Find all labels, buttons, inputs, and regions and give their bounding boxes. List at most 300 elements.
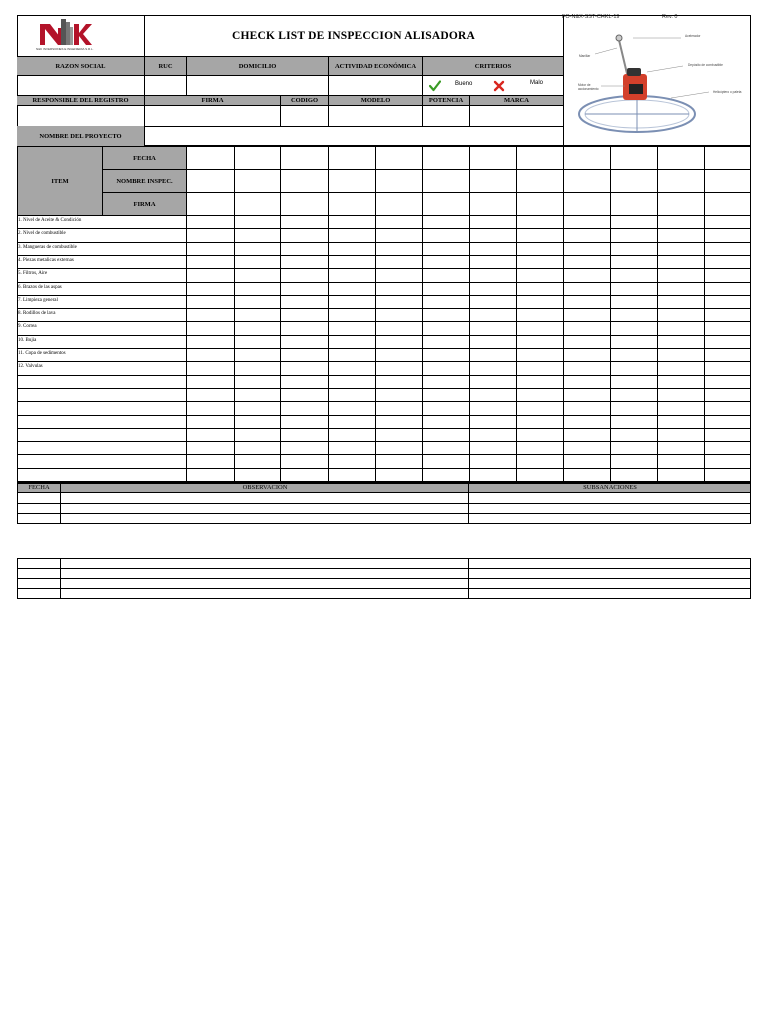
inspection-cell[interactable]	[376, 256, 422, 268]
inspection-cell[interactable]	[517, 442, 563, 454]
inspection-cell[interactable]	[235, 336, 280, 348]
logo	[30, 17, 100, 55]
divider	[17, 578, 751, 579]
ruc-field[interactable]	[144, 76, 186, 95]
inspection-cell[interactable]	[564, 229, 610, 242]
inspection-cell[interactable]	[187, 243, 234, 255]
inspection-cell[interactable]	[658, 269, 704, 282]
inspection-cell[interactable]	[705, 309, 751, 321]
inspection-cell[interactable]	[705, 376, 751, 388]
inspection-cell[interactable]	[376, 469, 422, 481]
inspection-cell[interactable]	[470, 402, 516, 415]
firma-inspec-header: FIRMA	[103, 193, 186, 215]
inspection-cell[interactable]	[376, 309, 422, 321]
inspection-cell[interactable]	[517, 269, 563, 282]
inspection-cell[interactable]	[517, 283, 563, 295]
page-title: CHECK LIST DE INSPECCION ALISADORA	[231, 29, 476, 42]
item-header: ITEM	[18, 147, 102, 215]
inspection-cell[interactable]	[187, 455, 234, 468]
inspection-cell[interactable]	[187, 416, 234, 428]
inspection-cell[interactable]	[564, 296, 610, 308]
inspection-cell[interactable]	[187, 389, 234, 401]
inspection-cell[interactable]	[281, 362, 328, 375]
inspection-cell[interactable]	[235, 309, 280, 321]
inspection-cell[interactable]	[329, 402, 375, 415]
observations-header-row	[17, 483, 751, 493]
inspection-cell[interactable]	[658, 469, 704, 481]
inspection-cell[interactable]	[658, 256, 704, 268]
inspection-cell[interactable]	[187, 283, 234, 295]
inspection-cell[interactable]	[187, 402, 234, 415]
inspection-cell[interactable]	[611, 269, 657, 282]
inspection-cell[interactable]	[187, 469, 234, 481]
obs-subsanaciones-header: SUBSANACIONES	[583, 484, 637, 491]
inspection-cell[interactable]	[329, 376, 375, 388]
inspection-cell[interactable]	[281, 402, 328, 415]
check-icon	[429, 80, 441, 92]
inspection-cell[interactable]	[564, 336, 610, 348]
photo-label-motor: Motor de accionamiento	[578, 83, 599, 91]
inspection-cell[interactable]	[564, 283, 610, 295]
domicilio-field[interactable]	[186, 76, 328, 95]
observations-body[interactable]	[17, 493, 751, 524]
inspection-cell[interactable]	[517, 376, 563, 388]
inspection-cell[interactable]	[329, 469, 375, 481]
inspection-cell[interactable]	[611, 256, 657, 268]
inspection-cell[interactable]	[564, 389, 610, 401]
inspection-cell[interactable]	[611, 442, 657, 454]
inspection-cell[interactable]	[423, 296, 469, 308]
inspection-cell[interactable]	[187, 216, 234, 228]
inspection-cell[interactable]	[423, 322, 469, 335]
divider	[468, 483, 469, 524]
obs-fecha-header: FECHA	[28, 484, 50, 491]
inspection-cell[interactable]	[611, 362, 657, 375]
firma-field[interactable]	[144, 106, 280, 126]
inspection-cell[interactable]	[329, 389, 375, 401]
inspection-cell[interactable]	[658, 216, 704, 228]
divider	[468, 558, 469, 599]
inspection-cell[interactable]	[564, 362, 610, 375]
inspection-cell[interactable]	[705, 216, 751, 228]
inspection-cell[interactable]	[376, 336, 422, 348]
item-label: 1. Nivel de Aceite & Condición	[18, 218, 82, 223]
inspection-cell[interactable]	[329, 296, 375, 308]
inspection-cell[interactable]	[517, 256, 563, 268]
inspection-cell[interactable]	[517, 296, 563, 308]
inspection-cell[interactable]	[470, 362, 516, 375]
inspection-cell[interactable]	[235, 216, 280, 228]
inspection-cell[interactable]	[423, 336, 469, 348]
inspection-cell[interactable]	[281, 283, 328, 295]
item-label: 6. Brazos de las aspas	[18, 285, 62, 290]
inspection-cell[interactable]	[281, 229, 328, 242]
inspection-cell[interactable]	[470, 429, 516, 441]
inspection-cell[interactable]	[705, 256, 751, 268]
inspection-cell[interactable]	[235, 269, 280, 282]
inspection-cell[interactable]	[329, 229, 375, 242]
inspection-cell[interactable]	[376, 283, 422, 295]
inspection-cell[interactable]	[376, 229, 422, 242]
inspection-cell[interactable]	[611, 469, 657, 481]
inspection-cell[interactable]	[423, 229, 469, 242]
inspection-cell[interactable]	[329, 455, 375, 468]
inspection-cell[interactable]	[658, 296, 704, 308]
inspection-cell[interactable]	[187, 229, 234, 242]
item-label: 7. Limpieza general	[18, 298, 58, 303]
inspection-cell[interactable]	[281, 429, 328, 441]
inspection-cell[interactable]	[611, 376, 657, 388]
inspection-cell[interactable]	[235, 416, 280, 428]
inspection-cell[interactable]	[329, 269, 375, 282]
inspection-cell[interactable]	[611, 322, 657, 335]
inspection-cell[interactable]	[705, 229, 751, 242]
inspection-cell[interactable]	[705, 349, 751, 361]
inspection-cell[interactable]	[235, 243, 280, 255]
inspection-cell[interactable]	[564, 243, 610, 255]
inspection-cell[interactable]	[187, 349, 234, 361]
inspection-cell[interactable]	[564, 376, 610, 388]
responsable-field[interactable]	[17, 106, 144, 126]
inspection-cell[interactable]	[705, 243, 751, 255]
item-label: 10. Bujia	[18, 338, 37, 343]
inspection-cell[interactable]	[517, 243, 563, 255]
actividad-header: ACTIVIDAD ECONÓMICA	[328, 56, 422, 75]
inspection-cell[interactable]	[517, 216, 563, 228]
inspection-cell[interactable]	[376, 269, 422, 282]
inspection-cell[interactable]	[329, 442, 375, 454]
divider	[17, 588, 751, 589]
inspection-cell[interactable]	[281, 469, 328, 481]
inspection-cell[interactable]	[517, 362, 563, 375]
inspection-cell[interactable]	[376, 455, 422, 468]
inspection-cell[interactable]	[611, 429, 657, 441]
inspection-cell[interactable]	[658, 389, 704, 401]
inspection-cell[interactable]	[281, 216, 328, 228]
inspection-cell[interactable]	[235, 322, 280, 335]
document-code: FO-N&X-SST-CHKL-19	[562, 14, 620, 20]
razon-social-field[interactable]	[17, 76, 144, 95]
inspection-cell[interactable]	[517, 455, 563, 468]
fecha-header: FECHA	[103, 147, 186, 169]
marca-field[interactable]	[469, 106, 563, 126]
inspection-cell[interactable]	[470, 243, 516, 255]
inspection-cell[interactable]	[470, 269, 516, 282]
inspection-cell[interactable]	[705, 402, 751, 415]
inspection-cell[interactable]	[329, 349, 375, 361]
inspection-cell[interactable]	[423, 402, 469, 415]
inspection-cell[interactable]	[187, 442, 234, 454]
inspection-cell[interactable]	[235, 296, 280, 308]
inspection-cell[interactable]	[658, 402, 704, 415]
inspection-cell[interactable]	[281, 296, 328, 308]
inspection-cell[interactable]	[564, 455, 610, 468]
inspection-cell[interactable]	[281, 376, 328, 388]
document-revision: Rev. 0	[662, 14, 678, 20]
inspection-cell[interactable]	[329, 283, 375, 295]
photo-label-deposito: Depósito de combustible	[688, 63, 723, 67]
potencia-field[interactable]	[422, 106, 469, 126]
inspection-cell[interactable]	[281, 269, 328, 282]
inspection-cell[interactable]	[658, 429, 704, 441]
criteria-legend	[422, 76, 563, 95]
inspection-cell[interactable]	[187, 429, 234, 441]
inspection-cell[interactable]	[611, 349, 657, 361]
inspection-cell[interactable]	[564, 402, 610, 415]
item-label: 9. Correa	[18, 324, 37, 329]
inspection-cell[interactable]	[705, 469, 751, 481]
grid-line	[102, 192, 751, 193]
machine-photo	[567, 22, 749, 140]
item-label: 5. Filtros, Aire	[18, 271, 48, 276]
inspection-cell[interactable]	[564, 349, 610, 361]
inspection-cell[interactable]	[281, 416, 328, 428]
inspection-cell[interactable]	[470, 455, 516, 468]
inspection-cell[interactable]	[376, 362, 422, 375]
inspection-cell[interactable]	[235, 256, 280, 268]
inspection-cell[interactable]	[611, 296, 657, 308]
inspection-cell[interactable]	[705, 389, 751, 401]
inspection-cell[interactable]	[329, 416, 375, 428]
inspection-cell[interactable]	[564, 309, 610, 321]
inspection-cell[interactable]	[611, 336, 657, 348]
inspection-cell[interactable]	[187, 309, 234, 321]
inspection-cell[interactable]	[423, 309, 469, 321]
inspection-cell[interactable]	[517, 389, 563, 401]
inspection-cell[interactable]	[235, 402, 280, 415]
inspection-cell[interactable]	[611, 402, 657, 415]
photo-label-acelerador: Acelerador	[685, 34, 701, 38]
grid-line	[102, 169, 751, 170]
photo-label-manillar: Manillar	[579, 54, 591, 58]
inspection-cell[interactable]	[423, 362, 469, 375]
inspection-cell[interactable]	[376, 216, 422, 228]
inspection-cell[interactable]	[705, 336, 751, 348]
inspection-cell[interactable]	[376, 429, 422, 441]
inspection-cell[interactable]	[329, 362, 375, 375]
inspection-cell[interactable]	[423, 216, 469, 228]
inspection-cell[interactable]	[423, 389, 469, 401]
inspection-cell[interactable]	[329, 256, 375, 268]
inspection-cell[interactable]	[705, 442, 751, 454]
modelo-field[interactable]	[328, 106, 422, 126]
nombre-proyecto-header: NOMBRE DEL PROYECTO	[17, 126, 144, 146]
inspection-cell[interactable]	[658, 362, 704, 375]
inspection-cell[interactable]	[235, 429, 280, 441]
inspection-cell[interactable]	[705, 269, 751, 282]
power-trowel-illustration	[567, 22, 749, 140]
inspection-cell[interactable]	[470, 336, 516, 348]
inspection-cell[interactable]	[705, 429, 751, 441]
inspection-cell[interactable]	[376, 296, 422, 308]
inspection-cell[interactable]	[517, 229, 563, 242]
inspection-cell[interactable]	[235, 349, 280, 361]
inspection-cell[interactable]	[564, 469, 610, 481]
inspection-cell[interactable]	[187, 322, 234, 335]
inspection-cell[interactable]	[187, 296, 234, 308]
inspection-cell[interactable]	[611, 416, 657, 428]
inspection-cell[interactable]	[611, 309, 657, 321]
inspection-cell[interactable]	[376, 389, 422, 401]
inspection-cell[interactable]	[658, 229, 704, 242]
inspection-cell[interactable]	[329, 336, 375, 348]
inspection-cell[interactable]	[611, 216, 657, 228]
inspection-cell[interactable]	[564, 442, 610, 454]
inspection-cell[interactable]	[658, 455, 704, 468]
inspection-cell[interactable]	[423, 243, 469, 255]
criterios-header: CRITERIOS	[422, 56, 563, 75]
inspection-cell[interactable]	[470, 296, 516, 308]
inspection-cell[interactable]	[281, 336, 328, 348]
inspection-cell[interactable]	[423, 349, 469, 361]
inspection-cell[interactable]	[470, 416, 516, 428]
inspection-cell[interactable]	[187, 362, 234, 375]
divider	[17, 503, 751, 504]
inspection-cell[interactable]	[235, 376, 280, 388]
codigo-field[interactable]	[280, 106, 328, 126]
inspection-cell[interactable]	[376, 349, 422, 361]
inspection-cell[interactable]	[658, 349, 704, 361]
inspection-cell[interactable]	[281, 455, 328, 468]
inspection-cell[interactable]	[329, 243, 375, 255]
inspection-cell[interactable]	[423, 283, 469, 295]
inspection-cell[interactable]	[517, 429, 563, 441]
inspection-cell[interactable]	[281, 349, 328, 361]
inspection-cell[interactable]	[470, 216, 516, 228]
inspection-cell[interactable]	[423, 416, 469, 428]
divider	[17, 513, 751, 514]
inspection-cell[interactable]	[658, 322, 704, 335]
inspection-cell[interactable]	[281, 256, 328, 268]
actividad-field[interactable]	[328, 76, 422, 95]
inspection-cell[interactable]	[187, 269, 234, 282]
inspection-cell[interactable]	[470, 322, 516, 335]
inspection-cell[interactable]	[705, 416, 751, 428]
inspection-cell[interactable]	[705, 322, 751, 335]
inspection-cell[interactable]	[611, 455, 657, 468]
firma-header: FIRMA	[144, 95, 280, 105]
inspection-cell[interactable]	[281, 389, 328, 401]
codigo-header: CODIGO	[280, 95, 328, 105]
cross-icon	[493, 80, 505, 92]
inspection-cell[interactable]	[658, 416, 704, 428]
inspection-cell[interactable]	[611, 389, 657, 401]
inspection-cell[interactable]	[376, 322, 422, 335]
inspection-cell[interactable]	[470, 229, 516, 242]
inspection-cell[interactable]	[470, 256, 516, 268]
inspection-cell[interactable]	[329, 216, 375, 228]
nombre-proyecto-field[interactable]	[144, 126, 563, 146]
inspection-cell[interactable]	[470, 469, 516, 481]
inspection-cell[interactable]	[423, 256, 469, 268]
inspection-cell[interactable]	[517, 349, 563, 361]
inspection-cell[interactable]	[187, 336, 234, 348]
inspection-cell[interactable]	[517, 336, 563, 348]
inspection-cell[interactable]	[705, 455, 751, 468]
inspection-cell[interactable]	[235, 389, 280, 401]
inspection-cell[interactable]	[470, 389, 516, 401]
inspection-cell[interactable]	[564, 256, 610, 268]
inspection-cell[interactable]	[658, 243, 704, 255]
inspection-cell[interactable]	[423, 442, 469, 454]
potencia-header: POTENCIA	[422, 95, 469, 105]
item-label: 12. Valvulas	[18, 364, 43, 369]
inspection-cell[interactable]	[611, 283, 657, 295]
inspection-cell[interactable]	[281, 309, 328, 321]
inspection-cell[interactable]	[376, 442, 422, 454]
inspection-cell[interactable]	[517, 309, 563, 321]
inspection-cell[interactable]	[187, 376, 234, 388]
inspection-cell[interactable]	[423, 429, 469, 441]
inspection-cell[interactable]	[329, 429, 375, 441]
inspection-cell[interactable]	[235, 455, 280, 468]
inspection-cell[interactable]	[705, 283, 751, 295]
inspection-cell[interactable]	[329, 322, 375, 335]
grid-line	[17, 481, 751, 482]
inspection-cell[interactable]	[235, 229, 280, 242]
inspection-cell[interactable]	[470, 376, 516, 388]
photo-label-helicoptero: Helicóptero o paleta	[713, 90, 742, 94]
inspection-cell[interactable]	[564, 216, 610, 228]
inspection-cell[interactable]	[517, 469, 563, 481]
inspection-cell[interactable]	[235, 362, 280, 375]
logo-subtitle: N&K INVERSIONES E INGENIERIA S.R.L.	[36, 47, 94, 51]
inspection-cell[interactable]	[187, 256, 234, 268]
inspection-cell[interactable]	[705, 296, 751, 308]
inspection-cell[interactable]	[658, 376, 704, 388]
inspection-cell[interactable]	[423, 269, 469, 282]
obs-observacion-header: OBSERVACION	[242, 484, 288, 491]
inspection-cell[interactable]	[281, 322, 328, 335]
inspection-cell[interactable]	[329, 309, 375, 321]
inspection-cell[interactable]	[235, 283, 280, 295]
inspection-cell[interactable]	[376, 402, 422, 415]
item-label: 11. Copa de sedimentos	[18, 351, 66, 356]
inspection-cell[interactable]	[658, 283, 704, 295]
inspection-cell[interactable]	[281, 442, 328, 454]
inspection-cell[interactable]	[470, 349, 516, 361]
inspection-cell[interactable]	[564, 416, 610, 428]
inspection-cell[interactable]	[564, 322, 610, 335]
inspection-cell[interactable]	[658, 336, 704, 348]
inspection-cell[interactable]	[423, 376, 469, 388]
item-label: 8. Rodillos de lava	[18, 311, 56, 316]
inspection-cell[interactable]	[705, 362, 751, 375]
inspection-cell[interactable]	[235, 442, 280, 454]
inspection-cell[interactable]	[423, 469, 469, 481]
inspection-cell[interactable]	[658, 309, 704, 321]
divider	[60, 558, 61, 599]
inspection-cell[interactable]	[517, 402, 563, 415]
inspection-cell[interactable]	[376, 243, 422, 255]
inspection-cell[interactable]	[611, 243, 657, 255]
inspection-cell[interactable]	[611, 229, 657, 242]
inspection-cell[interactable]	[564, 429, 610, 441]
inspection-cell[interactable]	[470, 442, 516, 454]
inspection-cell[interactable]	[470, 283, 516, 295]
inspection-cell[interactable]	[517, 322, 563, 335]
inspection-cell[interactable]	[517, 416, 563, 428]
divider	[563, 15, 564, 146]
inspection-cell[interactable]	[376, 376, 422, 388]
inspection-cell[interactable]	[470, 309, 516, 321]
inspection-cell[interactable]	[423, 455, 469, 468]
inspection-cell[interactable]	[376, 416, 422, 428]
inspection-cell[interactable]	[564, 269, 610, 282]
inspection-cell[interactable]	[658, 442, 704, 454]
inspection-cell[interactable]	[281, 243, 328, 255]
inspection-cell[interactable]	[235, 469, 280, 481]
